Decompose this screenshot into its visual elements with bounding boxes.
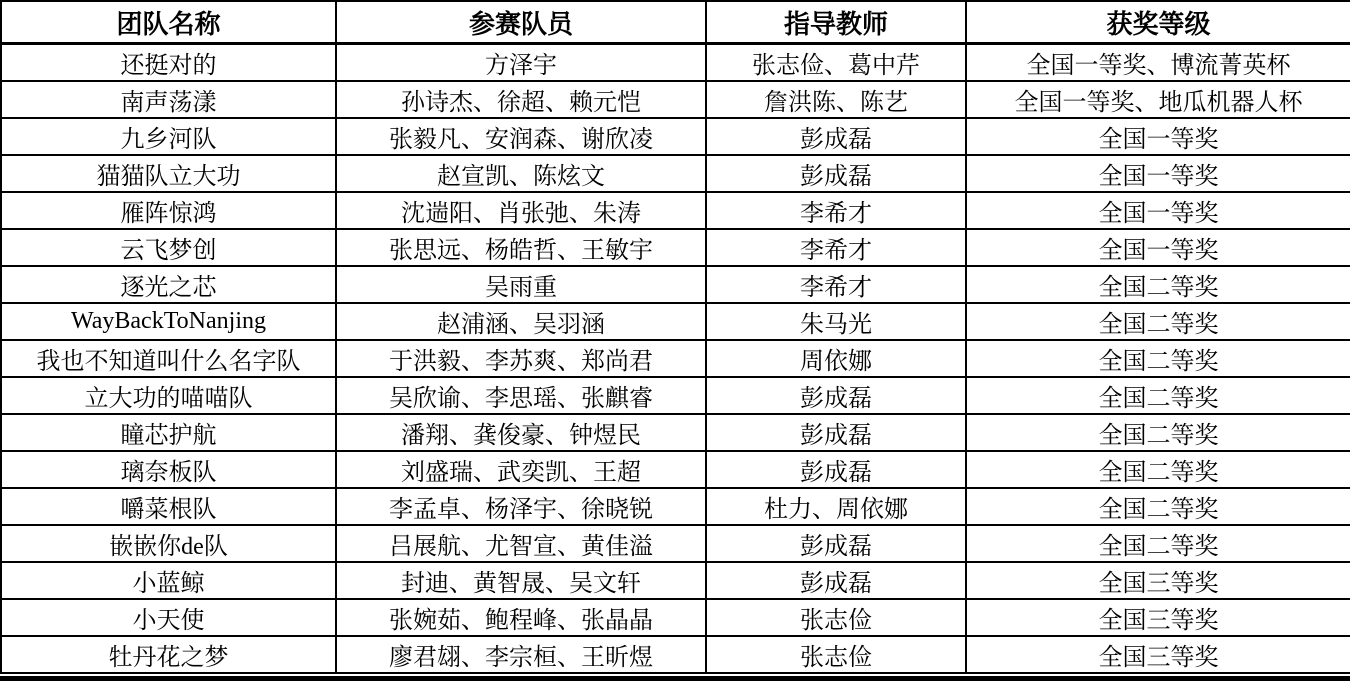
award-cell: 全国二等奖 xyxy=(966,303,1350,340)
table-row xyxy=(1,414,1350,451)
table-row xyxy=(1,451,1350,488)
table-row xyxy=(1,377,1350,414)
team-name-cell: 雁阵惊鸿 xyxy=(1,192,336,229)
team-name-cell: 云飞梦创 xyxy=(1,229,336,266)
advisors-cell: 彭成磊 xyxy=(706,118,966,155)
table-row xyxy=(1,155,1350,192)
award-cell: 全国一等奖、博流菁英杯 xyxy=(966,44,1350,82)
team-name-cell: 小蓝鲸 xyxy=(1,562,336,599)
table-row xyxy=(1,340,1350,377)
advisors-cell: 张志俭 xyxy=(706,636,966,673)
award-cell: 全国一等奖 xyxy=(966,118,1350,155)
members-cell: 赵浦涵、吴羽涵 xyxy=(336,303,706,340)
team-name-cell: 立大功的喵喵队 xyxy=(1,377,336,414)
team-name-cell: 小天使 xyxy=(1,599,336,636)
award-cell: 全国二等奖 xyxy=(966,451,1350,488)
advisors-cell: 李希才 xyxy=(706,229,966,266)
table-row xyxy=(1,303,1350,340)
team-name-cell: 我也不知道叫什么名字队 xyxy=(1,340,336,377)
award-cell: 全国二等奖 xyxy=(966,377,1350,414)
members-cell: 张毅凡、安润森、谢欣凌 xyxy=(336,118,706,155)
members-cell: 张婉茹、鲍程峰、张晶晶 xyxy=(336,599,706,636)
table-row xyxy=(1,44,1350,82)
members-cell: 于洪毅、李苏爽、郑尚君 xyxy=(336,340,706,377)
award-cell: 全国一等奖 xyxy=(966,155,1350,192)
advisors-cell: 李希才 xyxy=(706,192,966,229)
members-cell: 吴欣谕、李思瑶、张麒睿 xyxy=(336,377,706,414)
award-cell: 全国三等奖 xyxy=(966,562,1350,599)
team-name-cell: 瞳芯护航 xyxy=(1,414,336,451)
members-cell: 刘盛瑞、武奕凯、王超 xyxy=(336,451,706,488)
team-name-cell: 九乡河队 xyxy=(1,118,336,155)
advisors-cell: 詹洪陈、陈艺 xyxy=(706,81,966,118)
members-cell: 李孟卓、杨泽宇、徐晓锐 xyxy=(336,488,706,525)
table-body xyxy=(1,44,1350,674)
table-row xyxy=(1,266,1350,303)
team-name-cell: 璃奈板队 xyxy=(1,451,336,488)
members-cell: 封迪、黄智晟、吴文轩 xyxy=(336,562,706,599)
award-cell: 全国一等奖 xyxy=(966,192,1350,229)
award-cell: 全国三等奖 xyxy=(966,599,1350,636)
team-name-cell: 还挺对的 xyxy=(1,44,336,82)
team-name-cell: 嚼菜根队 xyxy=(1,488,336,525)
team-name-cell: 牡丹花之梦 xyxy=(1,636,336,673)
advisors-cell: 张志俭 xyxy=(706,599,966,636)
column-header-members: 参赛队员 xyxy=(336,1,706,44)
team-name-cell: 南声荡漾 xyxy=(1,81,336,118)
members-cell: 方泽宇 xyxy=(336,44,706,82)
table-row xyxy=(1,488,1350,525)
advisors-cell: 杜力、周依娜 xyxy=(706,488,966,525)
team-name-cell: 猫猫队立大功 xyxy=(1,155,336,192)
table-row xyxy=(1,525,1350,562)
award-cell: 全国二等奖 xyxy=(966,340,1350,377)
award-cell: 全国一等奖、地瓜机器人杯 xyxy=(966,81,1350,118)
advisors-cell: 朱马光 xyxy=(706,303,966,340)
advisors-cell: 李希才 xyxy=(706,266,966,303)
column-header-award-level: 获奖等级 xyxy=(966,1,1350,44)
team-name-cell: WayBackToNanjing xyxy=(1,303,336,340)
advisors-cell: 彭成磊 xyxy=(706,414,966,451)
table-header-row xyxy=(1,1,1350,44)
members-cell: 吕展航、尤智宣、黄佳溢 xyxy=(336,525,706,562)
table-row xyxy=(1,81,1350,118)
advisors-cell: 彭成磊 xyxy=(706,377,966,414)
award-cell: 全国二等奖 xyxy=(966,525,1350,562)
members-cell: 张思远、杨皓哲、王敏宇 xyxy=(336,229,706,266)
members-cell: 廖君翃、李宗桓、王昕煜 xyxy=(336,636,706,673)
column-header-advisors: 指导教师 xyxy=(706,1,966,44)
award-cell: 全国二等奖 xyxy=(966,414,1350,451)
advisors-cell: 彭成磊 xyxy=(706,155,966,192)
table-row xyxy=(1,599,1350,636)
team-name-cell: 嵌嵌你de队 xyxy=(1,525,336,562)
advisors-cell: 彭成磊 xyxy=(706,451,966,488)
members-cell: 沈遄阳、肖张弛、朱涛 xyxy=(336,192,706,229)
members-cell: 潘翔、龚俊豪、钟煜民 xyxy=(336,414,706,451)
award-cell: 全国二等奖 xyxy=(966,266,1350,303)
table-row xyxy=(1,562,1350,599)
table-row xyxy=(1,229,1350,266)
team-name-cell: 逐光之芯 xyxy=(1,266,336,303)
advisors-cell: 周依娜 xyxy=(706,340,966,377)
award-cell: 全国三等奖 xyxy=(966,636,1350,673)
table-row xyxy=(1,118,1350,155)
advisors-cell: 张志俭、葛中芹 xyxy=(706,44,966,82)
members-cell: 吴雨重 xyxy=(336,266,706,303)
table-row xyxy=(1,192,1350,229)
advisors-cell: 彭成磊 xyxy=(706,562,966,599)
column-header-team-name: 团队名称 xyxy=(1,1,336,44)
members-cell: 赵宣凯、陈炫文 xyxy=(336,155,706,192)
award-cell: 全国二等奖 xyxy=(966,488,1350,525)
advisors-cell: 彭成磊 xyxy=(706,525,966,562)
table-row xyxy=(1,636,1350,673)
award-cell: 全国一等奖 xyxy=(966,229,1350,266)
members-cell: 孙诗杰、徐超、赖元恺 xyxy=(336,81,706,118)
